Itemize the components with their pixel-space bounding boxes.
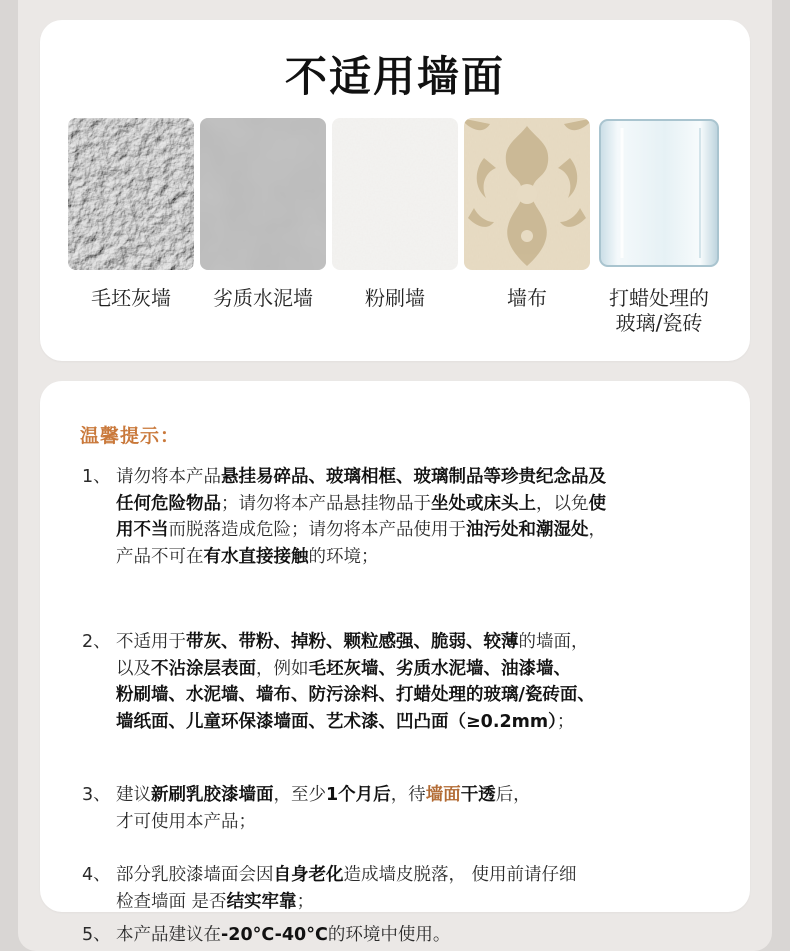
tip-item [82,922,450,949]
tip-number: 4、 [82,865,111,885]
bold-text: 粉刷墙、水泥墙、墙布、防污涂料、打蜡处理的玻璃/瓷砖面、 [116,685,595,705]
tips-card [40,381,750,945]
plain-text: 的墙面， [518,632,589,652]
plain-text: 以及 [116,658,151,679]
glass-tile-swatch [596,118,722,270]
tip-line [82,656,595,683]
swatch-label: 毛坯灰墙 [91,286,171,310]
tip-line [82,809,531,836]
bold-text: 干透 [460,785,496,805]
bold-text: 有水直接接触 [203,546,309,567]
tip-line [82,922,450,949]
bold-text: 任何危险物品 [116,493,221,514]
tip-item [82,464,606,570]
tip-number: 2、 [82,632,111,652]
bold-text: 使 [588,493,606,514]
plain-text: 而脱落造成危险；请勿将本产品使用于 [168,520,466,540]
bold-text: 自身老化 [273,865,344,885]
tip-number: 5、 [82,925,111,945]
plain-text: 后， [495,785,531,805]
plain-text: 部分乳胶漆墙面会因 [116,865,274,885]
swatch-label: 打蜡处理的 玻璃/瓷砖 [609,286,709,335]
tip-line [82,544,606,571]
plain-text: 产品不可在 [116,546,204,567]
plain-text: 不适用于 [116,632,186,652]
painted-wall-swatch [332,118,458,270]
tip-line [82,782,531,809]
plain-text: 请勿将本产品 [116,467,221,487]
plain-text: ； [296,891,315,912]
rough-plaster-swatch [68,118,194,270]
tip-line [82,629,595,656]
plain-text: ，待 [390,785,426,805]
swatch-label: 劣质水泥墙 [213,286,313,310]
plain-text: ； [556,711,575,732]
cement-swatch [200,118,326,270]
tip-line [82,889,577,916]
plain-text: ，例如 [256,658,309,679]
bold-text: 1个月后 [326,785,391,805]
plain-text: 本产品建议在 [116,925,221,945]
plain-text: ， [588,520,606,540]
plain-text: 造成墙皮脱落， 使用前请仔细 [343,865,577,885]
tip-line [82,517,606,544]
bold-text: 带灰、带粉、掉粉、颗粒感强、脆弱、较薄 [186,632,519,652]
tips-heading: 温馨提示： [80,425,181,447]
tip-number: 3、 [82,785,111,805]
plain-text: ，以免 [536,493,589,514]
plain-text: 的环境； [308,546,379,567]
plain-text: 建议 [116,785,151,805]
section-title: 不适用墙面 [284,52,505,101]
plain-text: ；请勿将本产品悬挂物品于 [221,493,431,514]
tip-line [82,862,577,889]
tip-line [82,709,595,736]
tip-item [82,862,577,915]
tip-line [82,682,595,709]
plain-text: 的环境中使用。 [327,925,451,945]
highlight-text: 墙面 [425,785,461,805]
bold-text: 悬挂易碎品、玻璃相框、玻璃制品等珍贵纪念品及 [221,467,606,487]
bold-text: 墙纸面、儿童环保漆墙面、艺术漆、凹凸面（≥0.2mm） [116,711,557,732]
swatch-label: 墙布 [507,286,547,310]
plain-text: 才可使用本产品； [116,811,256,832]
tip-line [82,464,606,491]
plain-text: 检查墙面 是否 [116,891,227,912]
plain-text: ，至少 [273,785,326,805]
bold-text: 结实牢靠 [226,891,297,912]
tip-item [82,782,531,835]
wallcloth-swatch [464,118,590,270]
bold-text: 毛坯灰墙、劣质水泥墙、油漆墙、 [308,658,571,679]
bold-text: 用不当 [116,520,169,540]
wall-swatches [68,118,724,270]
tip-item [82,629,595,735]
tip-number: 1、 [82,467,111,487]
bold-text: -20°C-40°C [221,925,328,945]
bold-text: 新刷乳胶漆墙面 [151,785,274,805]
tip-line [82,491,606,518]
unsuitable-walls-card [40,20,750,361]
bold-text: 坐处或床头上 [431,493,536,514]
bold-text: 油污处和潮湿处 [466,520,589,540]
bold-text: 不沾涂层表面 [151,658,256,679]
swatch-label: 粉刷墙 [365,286,425,310]
